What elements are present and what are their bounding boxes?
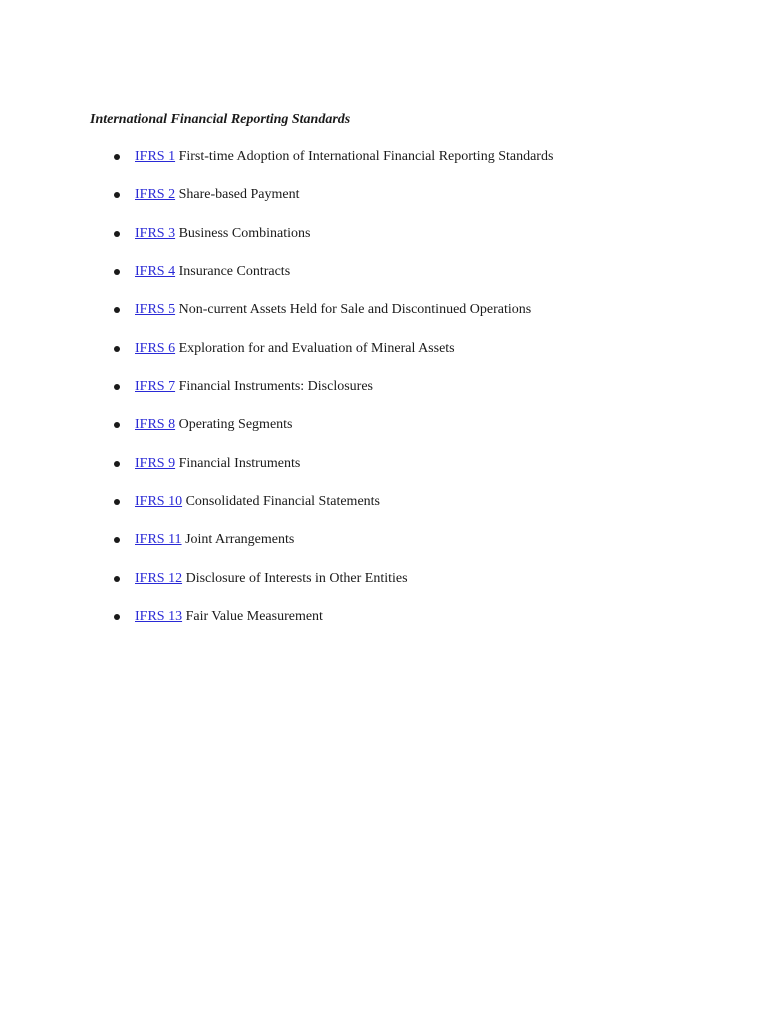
list-item-text xyxy=(135,493,380,511)
bullet-icon xyxy=(114,346,120,352)
standard-title: Insurance Contracts xyxy=(178,263,291,279)
standard-link[interactable]: IFRS 2 xyxy=(135,187,176,203)
bullet-icon xyxy=(114,537,120,543)
standard-title: Operating Segments xyxy=(178,417,293,433)
standard-title: Business Combinations xyxy=(178,225,311,241)
standard-link[interactable]: IFRS 8 xyxy=(135,417,176,433)
bullet-icon xyxy=(114,269,120,275)
list-item-text xyxy=(135,531,294,549)
list-item-text xyxy=(135,416,293,434)
standard-link[interactable]: IFRS 13 xyxy=(135,608,183,624)
standard-link[interactable]: IFRS 6 xyxy=(135,340,176,356)
bullet-icon xyxy=(114,614,120,620)
list-item-text xyxy=(135,301,531,319)
list-item-text xyxy=(135,455,300,473)
standard-title: Share-based Payment xyxy=(178,187,300,203)
standard-title: Disclosure of Interests in Other Entities xyxy=(185,570,408,586)
standard-link[interactable]: IFRS 7 xyxy=(135,378,176,394)
bullet-icon xyxy=(114,154,120,160)
bullet-icon xyxy=(114,231,120,237)
standard-title: Non-current Assets Held for Sale and Discontinued Operations xyxy=(178,302,532,318)
standard-title: Joint Arrangements xyxy=(185,532,295,548)
standard-link[interactable]: IFRS 9 xyxy=(135,455,176,471)
list-item-text xyxy=(135,148,553,166)
standard-title: Consolidated Financial Statements xyxy=(185,493,380,509)
standard-title: Exploration for and Evaluation of Mineral Assets xyxy=(178,340,455,356)
list-item-text xyxy=(135,340,455,358)
standard-link[interactable]: IFRS 10 xyxy=(135,493,183,509)
list-item-text xyxy=(135,570,408,588)
bullet-icon xyxy=(114,422,120,428)
standard-link[interactable]: IFRS 3 xyxy=(135,225,176,241)
list-item-text xyxy=(135,608,323,626)
bullet-icon xyxy=(114,576,120,582)
standard-link[interactable]: IFRS 12 xyxy=(135,570,183,586)
bullet-icon xyxy=(114,192,120,198)
standard-link[interactable]: IFRS 11 xyxy=(135,532,182,548)
list-item-text xyxy=(135,225,310,243)
bullet-icon xyxy=(114,384,120,390)
list-item-text xyxy=(135,186,300,204)
list-item-text xyxy=(135,263,290,281)
list-item-text xyxy=(135,378,373,396)
document-heading: International Financial Reporting Standards xyxy=(90,112,351,127)
standard-link[interactable]: IFRS 4 xyxy=(135,263,176,279)
standard-title: Fair Value Measurement xyxy=(185,608,323,624)
standard-title: Financial Instruments: Disclosures xyxy=(178,378,373,394)
bullet-icon xyxy=(114,461,120,467)
bullet-icon xyxy=(114,307,120,313)
standard-title: First-time Adoption of International Financial Reporting Standards xyxy=(178,149,554,164)
standard-link[interactable]: IFRS 5 xyxy=(135,302,176,318)
standard-title: Financial Instruments xyxy=(178,455,301,471)
standard-link[interactable]: IFRS 1 xyxy=(135,149,176,164)
bullet-icon xyxy=(114,499,120,505)
